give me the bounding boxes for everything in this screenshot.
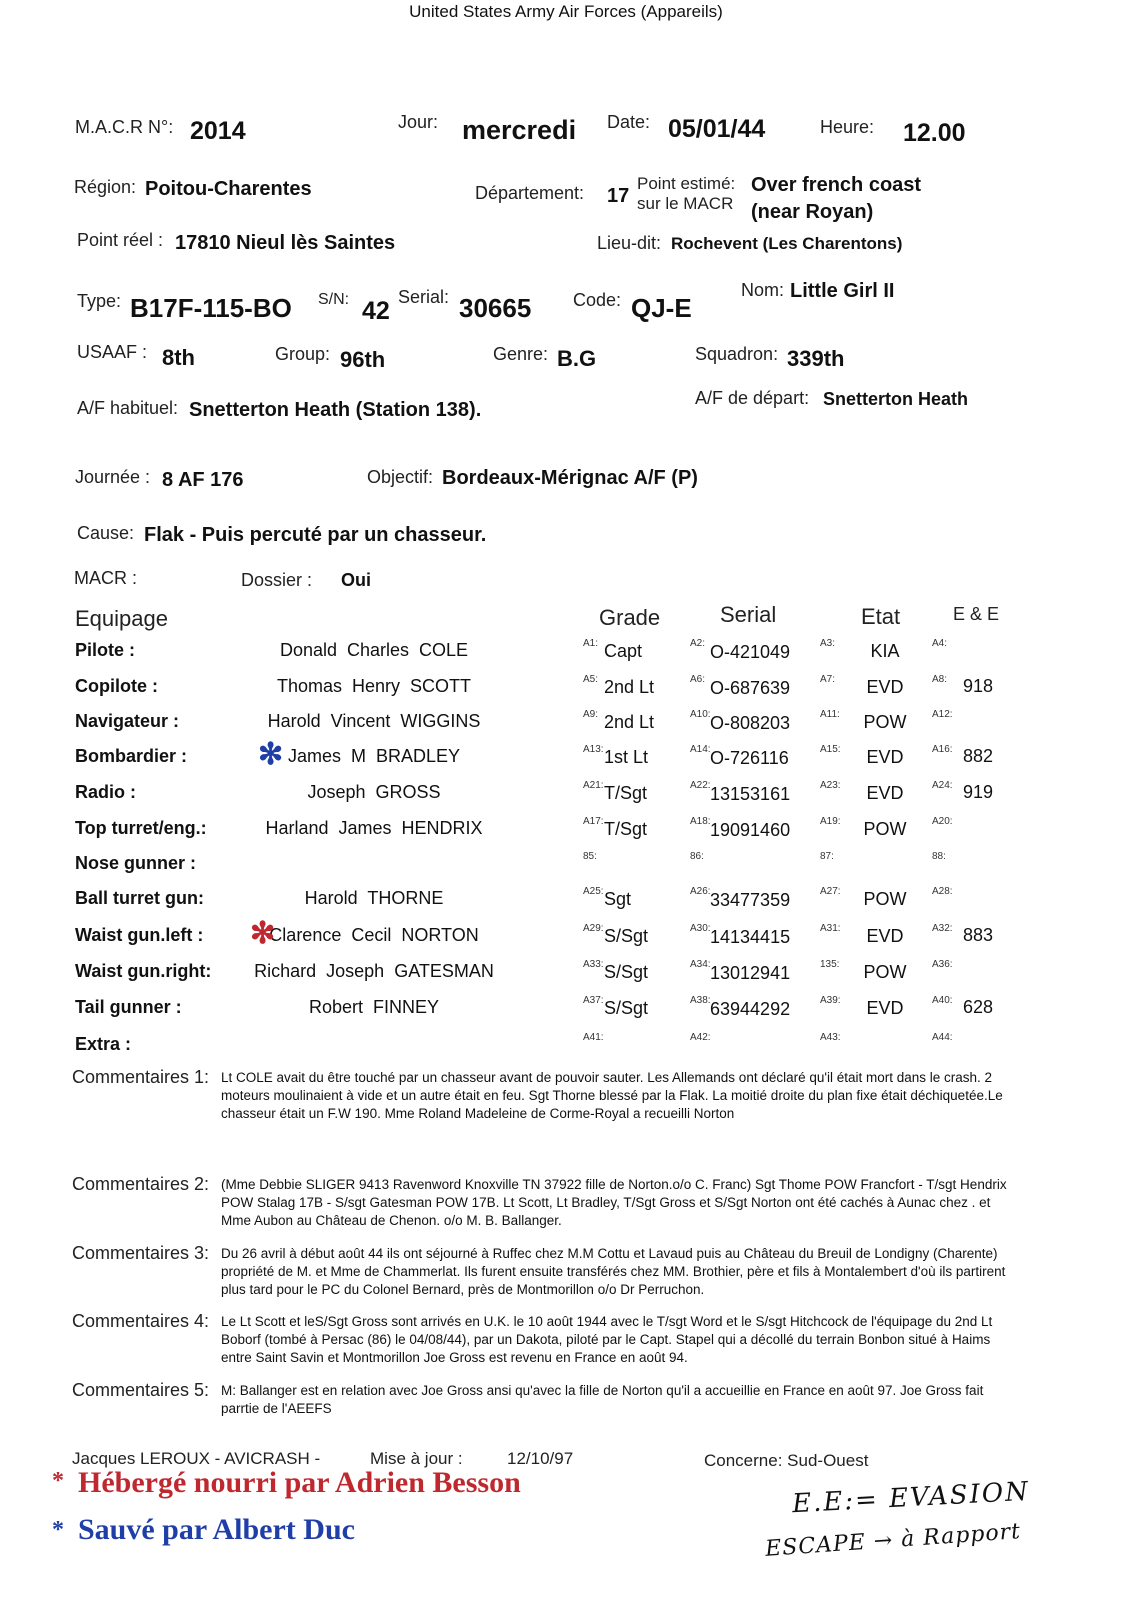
type-label: Type:	[77, 291, 122, 311]
etat-value: POW	[863, 889, 907, 909]
grade-value: Capt	[604, 641, 643, 661]
code-value: QJ-E	[631, 293, 692, 323]
grade-tag: A5:	[583, 674, 599, 685]
grade-value: Sgt	[604, 889, 632, 909]
red-flower-mark-icon: ✻	[250, 917, 276, 950]
serial-value: 13153161	[710, 784, 791, 804]
grade-value: 2nd Lt	[604, 712, 655, 732]
serial-tag: A18:	[690, 816, 711, 827]
grade-tag: 85:	[583, 851, 597, 862]
grade-tag: A9:	[583, 709, 599, 720]
point-estime-value-2: (near Royan)	[751, 201, 874, 223]
comment-text: (Mme Debbie SLIGER 9413 Ravenword Knoxville TN 37922 fille de Norton.o/o C. Franc) Sgt Thome POW Francfort - T/sgt Hendrix POW Stalag 17B - S/sgt Gatesman POW 17B. Lt Scott, Lt Bradley, T/Sgt Gross et S/Sgt Norton ont été cachés à Aunac chez . et Mme Aubon au Château de Chenon. o/o M. B. Ballanger.	[221, 1177, 1007, 1228]
serial-tag: A34:	[690, 959, 711, 970]
cause-label: Cause:	[77, 523, 135, 543]
ee-value: 919	[963, 782, 994, 802]
serial-value: O-687639	[710, 678, 791, 698]
serial-value: O-726116	[710, 748, 789, 768]
serial-value: 30665	[459, 293, 532, 323]
update-label: Mise à jour :	[370, 1449, 463, 1468]
serial-value: 14134415	[710, 927, 791, 947]
ee-value: 882	[963, 746, 994, 766]
serial-tag: 86:	[690, 851, 704, 862]
squadron-label: Squadron:	[695, 344, 779, 364]
ee-header: E & E	[953, 604, 1000, 624]
af-depart-value: Snetterton Heath	[823, 389, 969, 409]
update-date: 12/10/97	[507, 1449, 574, 1468]
macr-label: M.A.C.R N°:	[75, 117, 174, 137]
ee-tag: A12:	[932, 709, 953, 720]
comment-label: Commentaires 2:	[72, 1174, 210, 1194]
etat-tag: A15:	[820, 744, 841, 755]
serial-tag: A26:	[690, 886, 711, 897]
serial-tag: A42:	[690, 1032, 711, 1043]
ee-tag: A36:	[932, 959, 953, 970]
serial-tag: A22:	[690, 780, 711, 791]
grade-tag: A1:	[583, 638, 599, 649]
etat-tag: A27:	[820, 886, 841, 897]
grade-tag: A25:	[583, 886, 604, 897]
dossier-label: Dossier :	[241, 570, 313, 590]
ee-tag: A24:	[932, 780, 953, 791]
group-value: 96th	[340, 347, 386, 372]
objectif-label: Objectif:	[367, 467, 434, 487]
journee-value: 8 AF 176	[162, 469, 244, 491]
crew-name: Richard Joseph GATESMAN	[254, 961, 494, 981]
etat-tag: A23:	[820, 780, 841, 791]
ee-tag: 88:	[932, 851, 946, 862]
grade-value: 1st Lt	[604, 747, 649, 767]
dossier-value: Oui	[341, 570, 371, 590]
grade-value: T/Sgt	[604, 819, 648, 839]
squadron-value: 339th	[787, 346, 845, 371]
serial-tag: A30:	[690, 923, 711, 934]
grade-tag: A29:	[583, 923, 604, 934]
comment-text: M: Ballanger est en relation avec Joe Gross ansi qu'avec la fille de Norton qu'il a accueillie en France en août 97. Joe Gross fait parrtie de l'AEEFS	[221, 1383, 984, 1416]
macr-number: 2014	[190, 117, 246, 145]
page-title: United States Army Air Forces (Appareils)	[409, 2, 723, 21]
crew-role: Radio :	[75, 782, 136, 802]
crew-role: Ball turret gun:	[75, 888, 204, 908]
grade-tag: A17:	[583, 816, 604, 827]
genre-label: Genre:	[493, 344, 549, 364]
ee-tag: A40:	[932, 995, 953, 1006]
crew-role: Pilote :	[75, 640, 136, 660]
etat-tag: 87:	[820, 851, 834, 862]
departement-value: 17	[607, 185, 630, 207]
grade-value: S/Sgt	[604, 962, 649, 982]
ee-tag: A28:	[932, 886, 953, 897]
ee-tag: A16:	[932, 744, 953, 755]
point-estime-value: Over french coast	[751, 174, 922, 196]
etat-value: EVD	[866, 783, 904, 803]
ee-tag: A32:	[932, 923, 953, 934]
usaaf-value: 8th	[162, 345, 195, 370]
jour-label: Jour:	[398, 112, 439, 132]
serial-value: O-808203	[710, 713, 791, 733]
crew-role: Top turret/eng.:	[75, 818, 207, 838]
departement-label: Département:	[475, 183, 585, 203]
lieu-dit-value: Rochevent (Les Charentons)	[671, 234, 903, 253]
crew-name: James M BRADLEY	[287, 746, 461, 766]
serial-tag: A38:	[690, 995, 711, 1006]
comment-label: Commentaires 5:	[72, 1380, 210, 1400]
grade-tag: A37:	[583, 995, 604, 1006]
comment-label: Commentaires 4:	[72, 1311, 210, 1331]
point-reel-value: 17810 Nieul lès Saintes	[175, 232, 396, 254]
date-label: Date:	[607, 112, 651, 132]
objectif-value: Bordeaux-Mérignac A/F (P)	[442, 467, 698, 489]
macr-label-2: MACR :	[74, 568, 137, 588]
etat-value: EVD	[866, 926, 904, 946]
jour-value: mercredi	[462, 115, 577, 145]
blue-asterisk: *	[52, 1517, 64, 1543]
serial-label: Serial:	[398, 287, 450, 307]
heure-label: Heure:	[820, 117, 875, 137]
point-estime-label-2: sur le MACR	[637, 194, 734, 213]
crew-role: Extra :	[75, 1034, 132, 1054]
etat-header: Etat	[861, 604, 901, 629]
author: Jacques LEROUX - AVICRASH -	[72, 1449, 321, 1468]
comment-text: Le Lt Scott et leS/Sgt Gross sont arrivés en U.K. le 10 août 1944 avec le T/sgt Word et le S/sgt Hitchcock de l'équipage du 2nd Lt Boborf (tombé à Persac (86) le 04/08/44), par un Dakota, piloté par le Capt. Stapel qui a décollé du terrain Bonbon situé à Haims entre Saint Savin et Montmorillon Joe Gross est revenu en France en août 94.	[221, 1314, 993, 1365]
serial-tag: A10:	[690, 709, 711, 720]
etat-value: POW	[863, 712, 907, 732]
crew-header: Equipage	[75, 606, 168, 631]
etat-tag: A19:	[820, 816, 841, 827]
serial-value: 63944292	[710, 999, 791, 1019]
lieu-dit-label: Lieu-dit:	[597, 233, 662, 253]
crew-role: Waist gun.right:	[75, 961, 212, 981]
crew-name: Harold THORNE	[304, 888, 444, 908]
comment-label: Commentaires 1:	[72, 1067, 210, 1087]
ee-value: 883	[963, 925, 994, 945]
point-reel-label: Point réel :	[77, 230, 164, 250]
etat-tag: A31:	[820, 923, 841, 934]
grade-value: S/Sgt	[604, 998, 649, 1018]
crew-role: Nose gunner :	[75, 853, 197, 873]
code-label: Code:	[573, 290, 622, 310]
etat-value: POW	[863, 819, 907, 839]
ee-tag: A20:	[932, 816, 953, 827]
crew-name: Thomas Henry SCOTT	[276, 676, 472, 696]
serial-value: 19091460	[710, 820, 791, 840]
blue-flower-mark-icon: ✻	[258, 738, 284, 771]
crew-name: Clarence Cecil NORTON	[269, 925, 479, 945]
etat-tag: A43:	[820, 1032, 841, 1043]
ee-tag: A4:	[932, 638, 948, 649]
grade-tag: A33:	[583, 959, 604, 970]
crew-role: Copilote :	[75, 676, 158, 696]
sn-value: 42	[362, 297, 390, 325]
crew-role: Bombardier :	[75, 746, 188, 766]
crew-name: Donald Charles COLE	[279, 640, 469, 660]
comment-label: Commentaires 3:	[72, 1243, 210, 1263]
ee-value: 918	[963, 676, 994, 696]
af-habituel-value: Snetterton Heath (Station 138).	[189, 399, 482, 421]
ee-tag: A8:	[932, 674, 948, 685]
nom-label: Nom:	[741, 280, 785, 300]
comment-text: Lt COLE avait du être touché par un chasseur avant de pouvoir sauter. Les Allemands ont déclaré qu'il était mort dans le crash. 2 moteurs moulinaient à vide et un autre était en feu. Sgt Thorne blessé par la Flak. La moitié droite du plan fixe était déchiquetée.Le chasseur était un F.W 190. Mme Roland Madeleine de Corme-Royal a recueilli Norton	[221, 1070, 1003, 1121]
etat-tag: A3:	[820, 638, 836, 649]
crew-name: Joseph GROSS	[307, 782, 441, 802]
serial-tag: A14:	[690, 744, 711, 755]
serial-value: 13012941	[710, 963, 791, 983]
grade-tag: A41:	[583, 1032, 604, 1043]
crew-role: Navigateur :	[75, 711, 180, 731]
grade-value: 2nd Lt	[604, 677, 655, 697]
comment-text: Du 26 avril à début août 44 ils ont séjourné à Ruffec chez M.M Cottu et Lavaud puis au Château du Breuil de Londigny (Charente) propriété de M. et Mme de Chammerlat. Ils furent ensuite transférés chez MM. Brothier, père et fils à Montalembert d'où ils partirent plus tard pour le PC du Colonel Bernard, près de Montmorillon o/o Dr Perruchon.	[221, 1246, 1006, 1297]
crew-role: Tail gunner :	[75, 997, 182, 1017]
heure-value: 12.00	[903, 119, 966, 147]
region-label: Région:	[74, 177, 137, 197]
usaaf-label: USAAF :	[77, 342, 148, 362]
region-value: Poitou-Charentes	[145, 178, 312, 200]
group-label: Group:	[275, 344, 331, 364]
grade-header: Grade	[599, 605, 661, 630]
type-value: B17F-115-BO	[130, 293, 292, 323]
grade-tag: A21:	[583, 780, 604, 791]
etat-tag: A39:	[820, 995, 841, 1006]
etat-tag: 135:	[820, 959, 840, 970]
handwritten-note-2: ESCAPE → à Rapport	[764, 1519, 1022, 1562]
journee-label: Journée :	[75, 467, 151, 487]
etat-tag: A11:	[820, 709, 840, 720]
crew-role: Waist gun.left :	[75, 925, 204, 945]
red-asterisk: *	[52, 1468, 64, 1494]
grade-value: T/Sgt	[604, 783, 648, 803]
genre-value: B.G	[557, 346, 597, 371]
serial-tag: A2:	[690, 638, 706, 649]
sn-label: S/N:	[318, 291, 350, 308]
date-value: 05/01/44	[668, 115, 766, 143]
saved-note: Sauvé par Albert Duc	[78, 1513, 355, 1546]
nom-value: Little Girl II	[790, 280, 895, 302]
etat-tag: A7:	[820, 674, 836, 685]
ee-value: 628	[963, 997, 994, 1017]
etat-value: EVD	[866, 747, 904, 767]
serial-value: O-421049	[710, 642, 791, 662]
serial-value: 33477359	[710, 890, 791, 910]
grade-value: S/Sgt	[604, 926, 649, 946]
serial-tag: A6:	[690, 674, 706, 685]
etat-value: KIA	[870, 641, 900, 661]
etat-value: POW	[863, 962, 907, 982]
hosted-note: Hébergé nourri par Adrien Besson	[78, 1466, 521, 1499]
serial-header: Serial	[720, 602, 777, 627]
crew-name: Robert FINNEY	[308, 997, 440, 1017]
grade-tag: A13:	[583, 744, 604, 755]
handwritten-note-1: E.E:= EVASION	[791, 1476, 1031, 1520]
point-estime-label: Point estimé:	[637, 174, 736, 193]
etat-value: EVD	[866, 677, 904, 697]
af-depart-label: A/F de départ:	[695, 388, 810, 408]
crew-name: Harold Vincent WIGGINS	[267, 711, 481, 731]
cause-value: Flak - Puis percuté par un chasseur.	[144, 524, 487, 546]
ee-tag: A44:	[932, 1032, 953, 1043]
concerne: Concerne: Sud-Ouest	[704, 1451, 869, 1470]
crew-name: Harland James HENDRIX	[265, 818, 483, 838]
etat-value: EVD	[866, 998, 904, 1018]
af-habituel-label: A/F habituel:	[77, 398, 179, 418]
